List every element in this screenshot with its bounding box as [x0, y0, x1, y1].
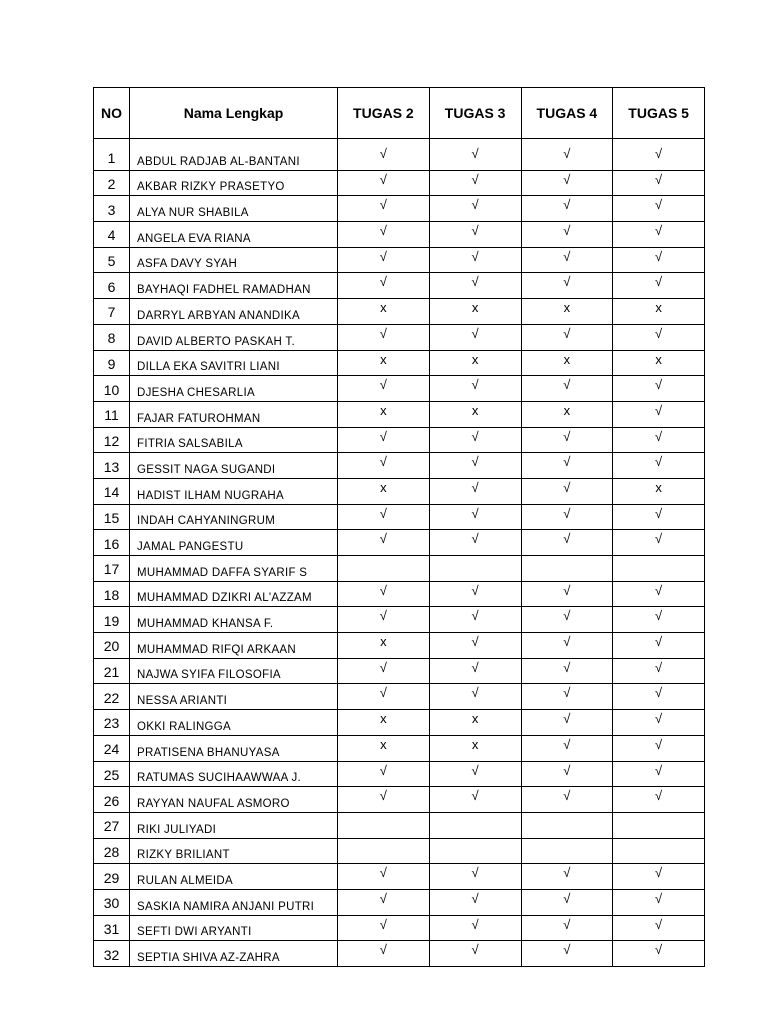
table-row: [94, 504, 705, 530]
tugas-4-mark: √: [521, 376, 613, 402]
student-name: INDAH CAHYANINGRUM: [130, 504, 338, 530]
student-name: DILLA EKA SAVITRI LIANI: [130, 350, 338, 376]
table-row: [94, 299, 705, 325]
student-name: FITRIA SALSABILA: [130, 427, 338, 453]
student-name: NESSA ARIANTI: [130, 684, 338, 710]
tugas-5-mark: √: [613, 145, 705, 170]
tugas-4-mark: √: [521, 633, 613, 659]
table-row: [94, 427, 705, 453]
student-name: DJESHA CHESARLIA: [130, 376, 338, 402]
tugas-3-mark: √: [429, 607, 521, 633]
tugas-3-mark: √: [429, 864, 521, 890]
table-row: [94, 710, 705, 736]
row-number: 13: [94, 453, 130, 479]
tugas-5-mark: √: [613, 658, 705, 684]
student-name: DARRYL ARBYAN ANANDIKA: [130, 299, 338, 325]
row-number: 19: [94, 607, 130, 633]
tugas-4-mark: √: [521, 453, 613, 479]
tugas-2-mark: √: [338, 581, 430, 607]
tugas-4-mark: √: [521, 864, 613, 890]
table-row: [94, 658, 705, 684]
tugas-5-mark: √: [613, 710, 705, 736]
tugas-2-mark: √: [338, 915, 430, 941]
table-row: [94, 222, 705, 248]
tugas-4-mark: √: [521, 941, 613, 967]
student-name: ANGELA EVA RIANA: [130, 222, 338, 248]
tugas-2-mark: √: [338, 170, 430, 196]
tugas-5-mark: √: [613, 504, 705, 530]
tugas-5-mark: [613, 556, 705, 582]
student-name: MUHAMMAD KHANSA F.: [130, 607, 338, 633]
tugas-3-mark: √: [429, 222, 521, 248]
tugas-2-mark: x: [338, 633, 430, 659]
table-row: [94, 889, 705, 915]
tugas-2-mark: √: [338, 530, 430, 556]
table-row: [94, 607, 705, 633]
tugas-2-mark: √: [338, 427, 430, 453]
tugas-2-mark: √: [338, 273, 430, 299]
tugas-4-mark: √: [521, 761, 613, 787]
tugas-5-mark: √: [613, 735, 705, 761]
table-row: [94, 478, 705, 504]
tugas-2-mark: [338, 812, 430, 838]
tugas-2-mark: x: [338, 401, 430, 427]
student-name: PRATISENA BHANUYASA: [130, 735, 338, 761]
row-number: 23: [94, 710, 130, 736]
student-name: JAMAL PANGESTU: [130, 530, 338, 556]
tugas-4-mark: √: [521, 658, 613, 684]
tugas-4-mark: [521, 838, 613, 864]
tugas-3-mark: x: [429, 710, 521, 736]
tugas-4-mark: √: [521, 273, 613, 299]
row-number: 15: [94, 504, 130, 530]
tugas-4-mark: [521, 812, 613, 838]
tugas-5-mark: √: [613, 889, 705, 915]
student-name: MUHAMMAD RIFQI ARKAAN: [130, 633, 338, 659]
tugas-2-mark: x: [338, 299, 430, 325]
table-row: [94, 864, 705, 890]
tugas-5-mark: √: [613, 324, 705, 350]
tugas-3-mark: √: [429, 787, 521, 813]
student-name: ASFA DAVY SYAH: [130, 247, 338, 273]
tugas-3-mark: [429, 812, 521, 838]
tugas-2-mark: √: [338, 658, 430, 684]
table-row: [94, 376, 705, 402]
tugas-2-mark: [338, 556, 430, 582]
row-number: 27: [94, 812, 130, 838]
tugas-3-mark: √: [429, 273, 521, 299]
student-name: DAVID ALBERTO PASKAH T.: [130, 324, 338, 350]
tugas-3-mark: √: [429, 478, 521, 504]
tugas-3-mark: x: [429, 299, 521, 325]
tugas-5-mark: √: [613, 196, 705, 222]
tugas-5-mark: x: [613, 299, 705, 325]
tugas-3-mark: √: [429, 530, 521, 556]
student-name: HADIST ILHAM NUGRAHA: [130, 478, 338, 504]
student-name: BAYHAQI FADHEL RAMADHAN: [130, 273, 338, 299]
tugas-3-mark: √: [429, 633, 521, 659]
tugas-2-mark: √: [338, 222, 430, 248]
tugas-5-mark: x: [613, 350, 705, 376]
tugas-3-mark: √: [429, 247, 521, 273]
tugas-4-mark: [521, 556, 613, 582]
table-row: [94, 324, 705, 350]
tugas-3-mark: √: [429, 581, 521, 607]
tugas-5-mark: √: [613, 581, 705, 607]
tugas-4-mark: √: [521, 170, 613, 196]
row-number: 4: [94, 222, 130, 248]
tugas-4-mark: √: [521, 684, 613, 710]
tugas-3-mark: x: [429, 401, 521, 427]
student-name: RAYYAN NAUFAL ASMORO: [130, 787, 338, 813]
tugas-2-mark: √: [338, 504, 430, 530]
tugas-5-mark: √: [613, 170, 705, 196]
table-row: [94, 247, 705, 273]
row-number: 22: [94, 684, 130, 710]
tugas-2-mark: x: [338, 710, 430, 736]
row-number: 7: [94, 299, 130, 325]
tugas-4-mark: √: [521, 324, 613, 350]
student-name: RATUMAS SUCIHAAWWAA J.: [130, 761, 338, 787]
row-number: 6: [94, 273, 130, 299]
tugas-5-mark: √: [613, 401, 705, 427]
row-number: 9: [94, 350, 130, 376]
tugas-2-mark: √: [338, 941, 430, 967]
tugas-2-mark: √: [338, 453, 430, 479]
tugas-4-mark: √: [521, 530, 613, 556]
table-row: [94, 812, 705, 838]
tugas-3-mark: √: [429, 376, 521, 402]
tugas-4-mark: √: [521, 889, 613, 915]
tugas-2-mark: √: [338, 864, 430, 890]
student-name: OKKI RALINGGA: [130, 710, 338, 736]
tugas-2-mark: √: [338, 787, 430, 813]
row-number: 2: [94, 170, 130, 196]
table-row: [94, 401, 705, 427]
row-number: 11: [94, 401, 130, 427]
header-row: [94, 88, 705, 139]
row-number: 20: [94, 633, 130, 659]
row-number: 24: [94, 735, 130, 761]
tugas-5-mark: √: [613, 941, 705, 967]
table-row: [94, 273, 705, 299]
tugas-4-mark: √: [521, 222, 613, 248]
tugas-4-mark: √: [521, 915, 613, 941]
tugas-5-mark: x: [613, 478, 705, 504]
header-no: NO: [94, 88, 130, 139]
tugas-3-mark: √: [429, 915, 521, 941]
tugas-2-mark: √: [338, 247, 430, 273]
row-number: 29: [94, 864, 130, 890]
row-number: 14: [94, 478, 130, 504]
row-number: 3: [94, 196, 130, 222]
table-row: [94, 170, 705, 196]
tugas-2-mark: √: [338, 376, 430, 402]
tugas-3-mark: √: [429, 761, 521, 787]
student-name: RIKI JULIYADI: [130, 812, 338, 838]
row-number: 5: [94, 247, 130, 273]
table-row: [94, 735, 705, 761]
row-number: 16: [94, 530, 130, 556]
student-name: RIZKY BRILIANT: [130, 838, 338, 864]
row-number: 25: [94, 761, 130, 787]
tugas-4-mark: √: [521, 196, 613, 222]
header-tugas-2: TUGAS 2: [338, 88, 430, 139]
tugas-3-mark: √: [429, 684, 521, 710]
student-name: SASKIA NAMIRA ANJANI PUTRI: [130, 889, 338, 915]
tugas-5-mark: √: [613, 273, 705, 299]
tugas-5-mark: √: [613, 530, 705, 556]
tugas-3-mark: √: [429, 170, 521, 196]
tugas-5-mark: √: [613, 915, 705, 941]
tugas-4-mark: √: [521, 427, 613, 453]
tugas-3-mark: √: [429, 324, 521, 350]
tugas-2-mark: √: [338, 196, 430, 222]
tugas-5-mark: √: [613, 427, 705, 453]
row-number: 18: [94, 581, 130, 607]
student-name: SEPTIA SHIVA AZ-ZAHRA: [130, 941, 338, 967]
tugas-2-mark: √: [338, 607, 430, 633]
tugas-3-mark: x: [429, 350, 521, 376]
tugas-5-mark: √: [613, 633, 705, 659]
tugas-5-mark: √: [613, 761, 705, 787]
table-row: [94, 941, 705, 967]
table-row: [94, 787, 705, 813]
tugas-3-mark: √: [429, 427, 521, 453]
tugas-4-mark: √: [521, 710, 613, 736]
row-number: 32: [94, 941, 130, 967]
table-row: [94, 684, 705, 710]
tugas-5-mark: √: [613, 222, 705, 248]
student-name: ALYA NUR SHABILA: [130, 196, 338, 222]
tugas-3-mark: [429, 556, 521, 582]
row-number: 17: [94, 556, 130, 582]
student-name: GESSIT NAGA SUGANDI: [130, 453, 338, 479]
header-tugas-5: TUGAS 5: [613, 88, 705, 139]
row-number: 12: [94, 427, 130, 453]
table-row: [94, 581, 705, 607]
student-name: MUHAMMAD DAFFA SYARIF S: [130, 556, 338, 582]
attendance-table: [93, 87, 705, 967]
tugas-3-mark: [429, 838, 521, 864]
student-name: RULAN ALMEIDA: [130, 864, 338, 890]
tugas-2-mark: [338, 838, 430, 864]
student-name: ABDUL RADJAB AL-BANTANI: [130, 145, 338, 170]
tugas-5-mark: √: [613, 607, 705, 633]
student-name: NAJWA SYIFA FILOSOFIA: [130, 658, 338, 684]
tugas-2-mark: √: [338, 761, 430, 787]
student-name: SEFTI DWI ARYANTI: [130, 915, 338, 941]
tugas-3-mark: √: [429, 889, 521, 915]
tugas-3-mark: √: [429, 453, 521, 479]
header-tugas-4: TUGAS 4: [521, 88, 613, 139]
table-row: [94, 633, 705, 659]
tugas-2-mark: √: [338, 324, 430, 350]
tugas-4-mark: x: [521, 299, 613, 325]
tugas-2-mark: √: [338, 145, 430, 170]
tugas-5-mark: √: [613, 247, 705, 273]
tugas-4-mark: √: [521, 247, 613, 273]
tugas-2-mark: √: [338, 889, 430, 915]
table-row: [94, 530, 705, 556]
table-row: [94, 145, 705, 170]
tugas-5-mark: [613, 812, 705, 838]
tugas-4-mark: √: [521, 607, 613, 633]
table-row: [94, 838, 705, 864]
tugas-4-mark: x: [521, 401, 613, 427]
table-row: [94, 761, 705, 787]
tugas-4-mark: √: [521, 478, 613, 504]
tugas-3-mark: x: [429, 735, 521, 761]
tugas-2-mark: √: [338, 684, 430, 710]
tugas-4-mark: √: [521, 787, 613, 813]
table-row: [94, 196, 705, 222]
tugas-2-mark: x: [338, 478, 430, 504]
row-number: 8: [94, 324, 130, 350]
row-number: 30: [94, 889, 130, 915]
student-name: AKBAR RIZKY PRASETYO: [130, 170, 338, 196]
table-body: [94, 139, 705, 967]
tugas-3-mark: √: [429, 504, 521, 530]
student-name: FAJAR FATUROHMAN: [130, 401, 338, 427]
tugas-4-mark: √: [521, 581, 613, 607]
table-row: [94, 453, 705, 479]
header-name: Nama Lengkap: [130, 88, 338, 139]
tugas-3-mark: √: [429, 145, 521, 170]
table-row: [94, 556, 705, 582]
tugas-4-mark: √: [521, 735, 613, 761]
student-name: MUHAMMAD DZIKRI AL'AZZAM: [130, 581, 338, 607]
tugas-5-mark: √: [613, 453, 705, 479]
row-number: 21: [94, 658, 130, 684]
row-number: 1: [94, 145, 130, 170]
tugas-5-mark: [613, 838, 705, 864]
tugas-2-mark: x: [338, 350, 430, 376]
row-number: 28: [94, 838, 130, 864]
row-number: 26: [94, 787, 130, 813]
row-number: 31: [94, 915, 130, 941]
tugas-4-mark: √: [521, 145, 613, 170]
table-row: [94, 350, 705, 376]
tugas-2-mark: x: [338, 735, 430, 761]
tugas-5-mark: √: [613, 864, 705, 890]
header-tugas-3: TUGAS 3: [429, 88, 521, 139]
tugas-4-mark: x: [521, 350, 613, 376]
tugas-3-mark: √: [429, 196, 521, 222]
tugas-3-mark: √: [429, 658, 521, 684]
tugas-5-mark: √: [613, 787, 705, 813]
tugas-3-mark: √: [429, 941, 521, 967]
row-number: 10: [94, 376, 130, 402]
tugas-5-mark: √: [613, 376, 705, 402]
tugas-5-mark: √: [613, 684, 705, 710]
table-row: [94, 915, 705, 941]
tugas-4-mark: √: [521, 504, 613, 530]
